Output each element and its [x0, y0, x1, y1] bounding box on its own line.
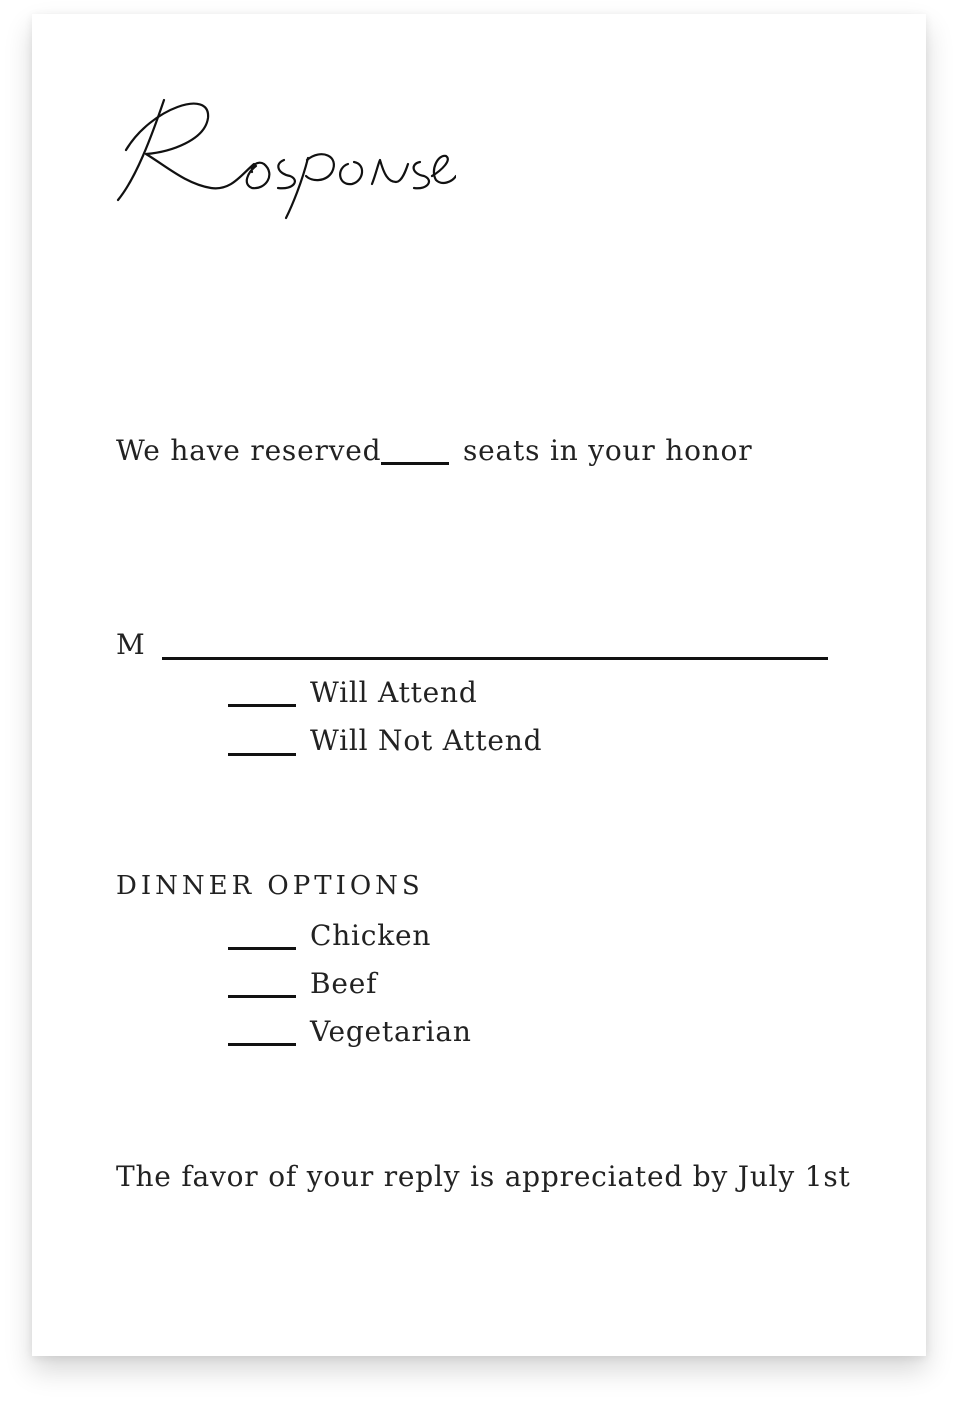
reserved-prefix: We have reserved [116, 434, 382, 467]
will-not-attend-label: Will Not Attend [310, 724, 543, 757]
will-attend-blank[interactable] [228, 704, 296, 707]
beef-blank[interactable] [228, 995, 296, 998]
card-title [116, 78, 456, 228]
will-not-attend-blank[interactable] [228, 753, 296, 756]
chicken-blank[interactable] [228, 947, 296, 950]
chicken-label: Chicken [310, 919, 432, 952]
reserved-suffix: seats in your honor [463, 434, 753, 467]
dinner-options-heading: DINNER OPTIONS [116, 871, 424, 901]
beef-label: Beef [310, 967, 378, 1000]
will-attend-label: Will Attend [310, 676, 478, 709]
vegetarian-blank[interactable] [228, 1043, 296, 1046]
seats-blank-line[interactable] [381, 462, 449, 465]
script-title-artwork [116, 78, 456, 228]
guest-name-line[interactable] [162, 657, 828, 660]
vegetarian-label: Vegetarian [310, 1015, 472, 1048]
reply-note: The favor of your reply is appreciated by July 1st [116, 1160, 851, 1193]
rsvp-card [32, 14, 926, 1356]
name-prefix: M [116, 628, 146, 661]
